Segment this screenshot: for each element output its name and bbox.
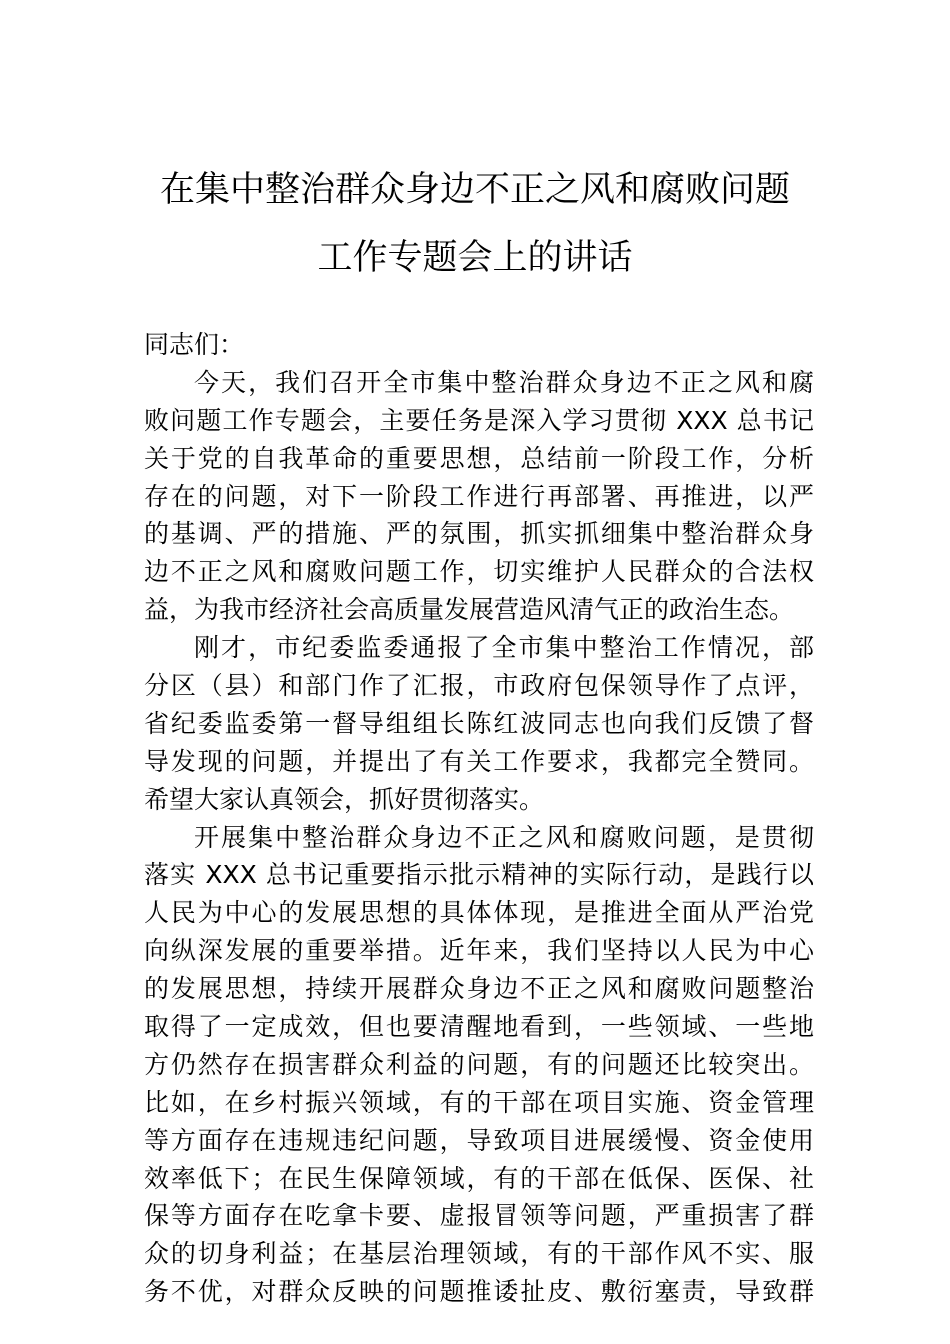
paragraph-1-line: 今天，我们召开全市集中整治群众身边不正之风和腐: [194, 367, 814, 397]
paragraph-3-line: 取得了一定成效，但也要清醒地看到，一些领域、一些地: [144, 1012, 814, 1042]
paragraph-1-line: 关于党的自我革命的重要思想，总结前一阶段工作，分析: [144, 443, 814, 473]
paragraph-1-line: 的基调、严的措施、严的氛围，抓实抓细集中整治群众身: [144, 519, 814, 549]
paragraph-3-line: 比如，在乡村振兴领域，有的干部在项目实施、资金管理: [144, 1087, 814, 1117]
paragraph-1-line: 败问题工作专题会，主要任务是深入学习贯彻 XXX 总书记: [144, 405, 814, 435]
paragraph-3-line: 众的切身利益；在基层治理领域，有的干部作风不实、服: [144, 1239, 814, 1269]
paragraph-3-line: 效率低下；在民生保障领域，有的干部在低保、医保、社: [144, 1163, 814, 1193]
document-body: [144, 326, 814, 1311]
document-title-line-1: 在集中整治群众身边不正之风和腐败问题: [159, 170, 790, 210]
paragraph-1-line: 益，为我市经济社会高质量发展营造风清气正的政治生态。: [144, 595, 795, 625]
paragraph-2-line: 导发现的问题，并提出了有关工作要求，我都完全赞同。: [144, 746, 814, 776]
paragraph-3-line: 向纵深发展的重要举措。近年来，我们坚持以人民为中心: [144, 936, 814, 966]
paragraph-3-line: 开展集中整治群众身边不正之风和腐败问题，是贯彻: [194, 822, 814, 852]
document-title-line-2: 工作专题会上的讲话: [317, 238, 633, 278]
paragraph-3-line: 务不优，对群众反映的问题推诿扯皮、敷衍塞责，导致群: [144, 1277, 814, 1307]
paragraph-2-line: 分区（县）和部门作了汇报，市政府包保领导作了点评，: [144, 671, 814, 701]
salutation: 同志们：: [144, 330, 245, 359]
paragraph-2-line: 刚才，市纪委监委通报了全市集中整治工作情况，部: [194, 633, 814, 663]
paragraph-2-line: 省纪委监委第一督导组组长陈红波同志也向我们反馈了督: [144, 708, 814, 738]
paragraph-1-line: 存在的问题，对下一阶段工作进行再部署、再推进，以严: [144, 481, 814, 511]
paragraph-3-line: 落实 XXX 总书记重要指示批示精神的实际行动，是践行以: [144, 860, 814, 890]
paragraph-3-line: 等方面存在违规违纪问题，导致项目进展缓慢、资金使用: [144, 1125, 814, 1155]
paragraph-3-line: 方仍然存在损害群众利益的问题，有的问题还比较突出。: [144, 1049, 814, 1079]
paragraph-3-line: 保等方面存在吃拿卡要、虚报冒领等问题，严重损害了群: [144, 1201, 814, 1231]
paragraph-3-line: 的发展思想，持续开展群众身边不正之风和腐败问题整治: [144, 974, 814, 1004]
paragraph-3-line: 人民为中心的发展思想的具体体现，是推进全面从严治党: [144, 898, 814, 928]
paragraph-2-line: 希望大家认真领会，抓好贯彻落实。: [144, 784, 545, 814]
paragraph-1-line: 边不正之风和腐败问题工作，切实维护人民群众的合法权: [144, 557, 814, 587]
